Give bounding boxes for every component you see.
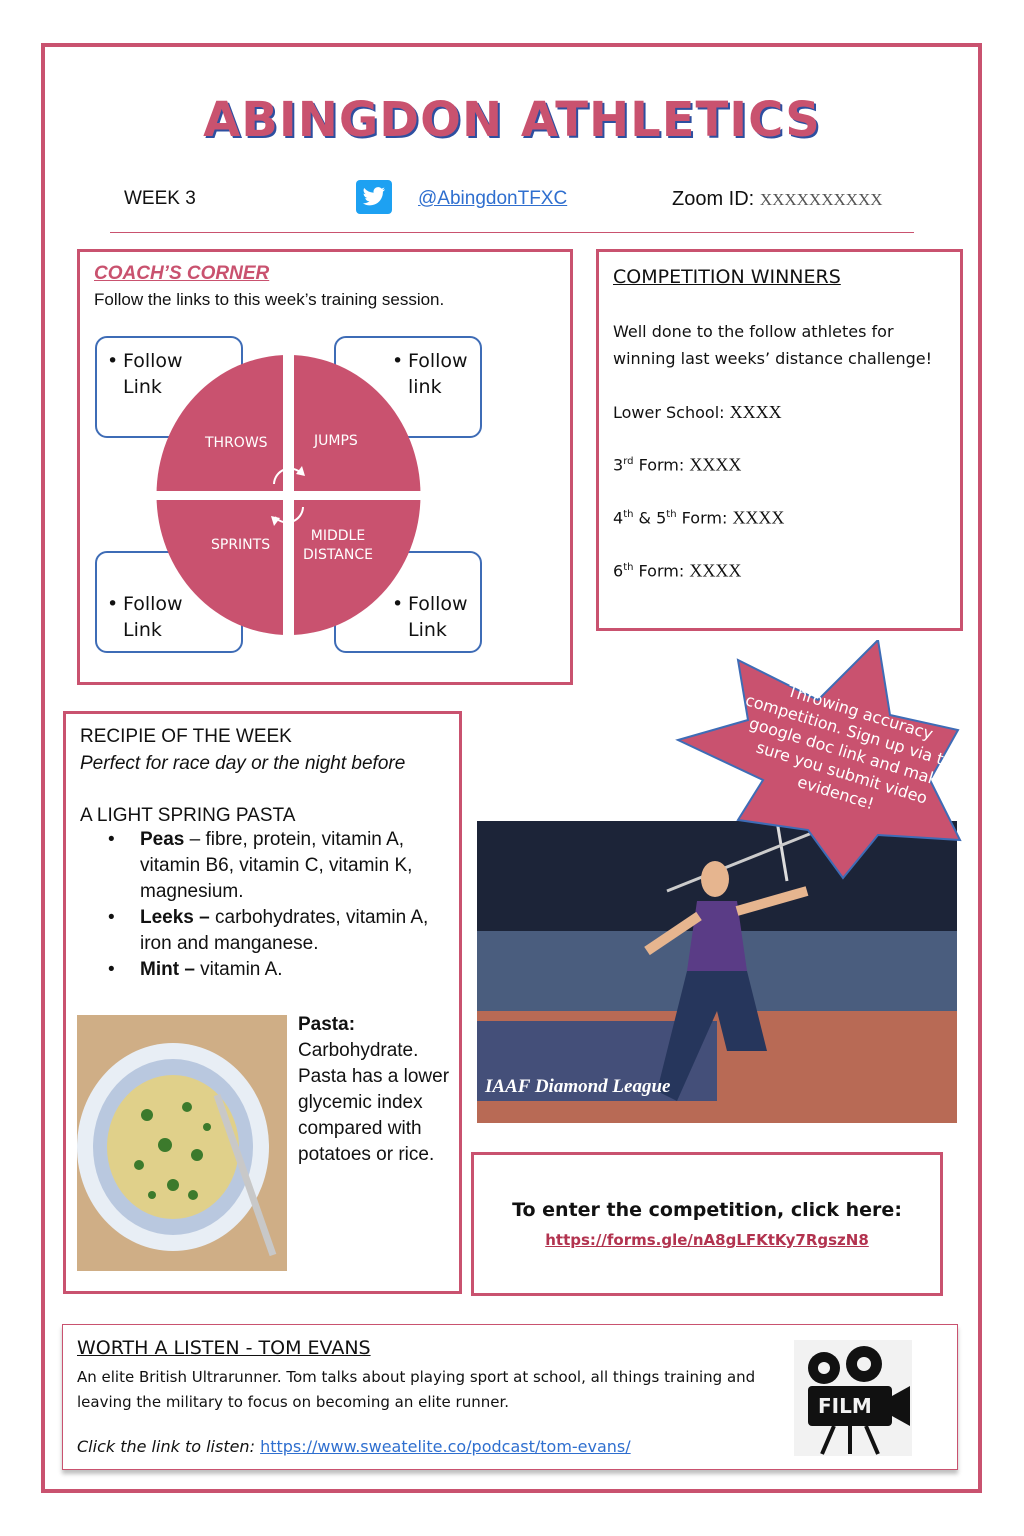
podcast-link[interactable]: https://www.sweatelite.co/podcast/tom-evans/ <box>260 1437 631 1456</box>
bullet-peas: • <box>108 829 115 850</box>
recipe-dish: A LIGHT SPRING PASTA <box>80 805 296 826</box>
pasta-info <box>298 1012 458 1168</box>
segment-throws: THROWS <box>205 435 268 451</box>
twitter-handle-link[interactable]: @AbingdonTFXC <box>418 188 568 209</box>
film-camera-icon <box>794 1340 912 1456</box>
sprints-link-box[interactable]: • Follow Link <box>95 551 243 653</box>
throws-follow-link[interactable]: Follow Link <box>123 350 183 398</box>
competition-form-link[interactable]: https://forms.gle/nA8gLFKtKy7RgszN8 <box>545 1231 869 1249</box>
coach-corner-title: COACH’S CORNER <box>94 263 270 284</box>
listen-title: WORTH A LISTEN - TOM EVANS <box>77 1337 371 1359</box>
jumps-follow-link[interactable]: Follow link <box>408 350 468 398</box>
week-label: WEEK 3 <box>124 188 196 209</box>
winners-intro: Well done to the follow athletes for winning last weeks’ distance challenge! <box>613 322 933 368</box>
lower-school-winner: Lower School: XXXX <box>613 402 782 422</box>
zoom-label: Zoom ID: <box>672 188 755 210</box>
sixth-form-winner: 6th Form: XXXX <box>613 560 742 581</box>
listen-description: An elite British Ultrarunner. Tom talks about playing sport at school, all things training and leaving the military to focus on becoming an elite runner. <box>77 1368 756 1411</box>
coach-corner-subtitle: Follow the links to this week’s training session. <box>94 290 445 309</box>
competition-winners-title: COMPETITION WINNERS <box>613 266 841 288</box>
photo-caption: IAAF Diamond League <box>485 1076 671 1097</box>
enter-question: To enter the competition, click here: <box>512 1199 902 1221</box>
throws-link-box[interactable]: • Follow Link <box>95 336 243 438</box>
bullet-leeks: • <box>108 907 115 928</box>
segment-sprints: SPRINTS <box>211 537 271 553</box>
twitter-icon[interactable] <box>356 180 392 214</box>
star-text: Throwing accuracy competition. Sign up via the google doc link and make sure you submit video evidence! <box>743 681 966 814</box>
ingredient-leeks: Leeks – carbohydrates, vitamin A, iron and manganese. <box>140 907 429 954</box>
page-title: ABINGDON ATHLETICS <box>203 92 821 148</box>
pasta-label: Pasta: <box>298 1014 356 1035</box>
middle-distance-follow-link[interactable]: Follow Link <box>408 593 468 641</box>
ingredient-peas: Peas – fibre, protein, vitamin A, vitamin B6, vitamin C, vitamin K, magnesium. <box>140 829 413 902</box>
sprints-follow-link[interactable]: Follow Link <box>123 593 183 641</box>
listen-click-label: Click the link to listen: <box>77 1437 255 1456</box>
zoom-value: XXXXXXXXXX <box>759 190 883 209</box>
pasta-text: Carbohydrate. Pasta has a lower glycemic index compared with potatoes or rice. <box>298 1040 450 1165</box>
training-cycle-diagram <box>156 354 421 636</box>
recipe-subtitle: Perfect for race day or the night before <box>80 753 406 774</box>
third-form-winner: 3rd Form: XXXX <box>613 454 742 475</box>
listen-cta <box>77 1437 631 1456</box>
segment-jumps: JUMPS <box>314 433 358 449</box>
competition-winners-panel <box>596 249 963 631</box>
middle-distance-link-box[interactable]: • Follow Link <box>334 551 482 653</box>
segment-middle-distance: MIDDLE DISTANCE <box>303 528 373 563</box>
jumps-link-box[interactable]: • Follow link <box>334 336 482 438</box>
film-label: FILM <box>818 1394 872 1418</box>
ingredient-mint: Mint – vitamin A. <box>140 959 283 980</box>
header-divider <box>110 232 914 233</box>
pasta-dish-image <box>77 1015 287 1271</box>
zoom-id <box>672 188 883 211</box>
bullet-mint: • <box>108 959 115 980</box>
recipe-title: RECIPIE OF THE WEEK <box>80 726 292 747</box>
enter-competition-panel <box>471 1152 943 1296</box>
fourth-fifth-form-winner: 4th & 5th Form: XXXX <box>613 507 785 528</box>
